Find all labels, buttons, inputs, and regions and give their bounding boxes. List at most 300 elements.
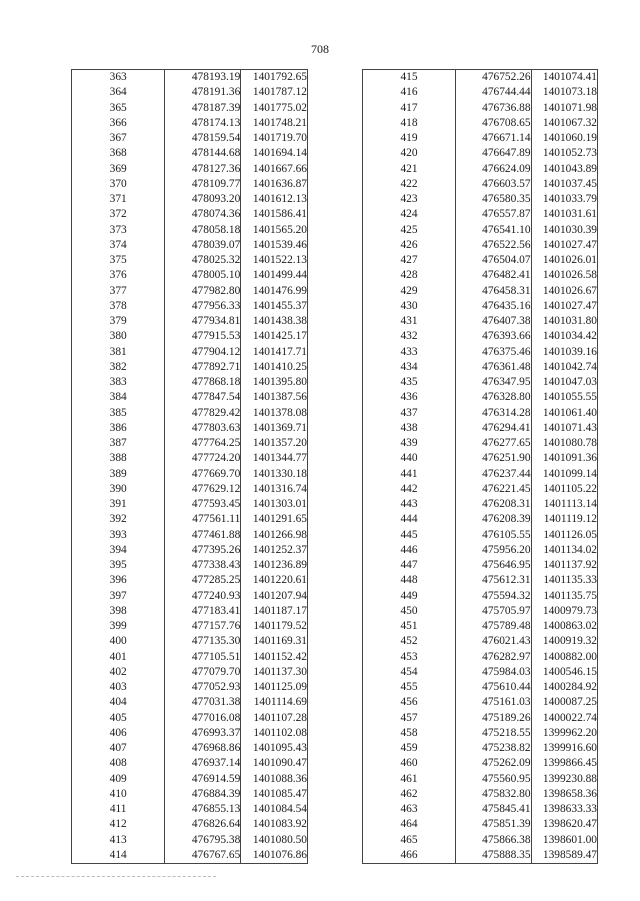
x-coordinate: 478025.32 <box>165 253 241 268</box>
x-coordinate: 475594.32 <box>455 589 531 604</box>
x-coordinate: 476237.44 <box>455 467 531 482</box>
point-number: 396 <box>72 573 165 588</box>
x-coordinate: 476251.90 <box>455 451 531 466</box>
point-number: 366 <box>72 116 165 131</box>
table-row <box>363 421 598 436</box>
x-coordinate: 477892.71 <box>165 360 241 375</box>
y-coordinate: 1401775.02 <box>241 101 308 116</box>
y-coordinate: 1401039.16 <box>531 345 597 360</box>
y-coordinate: 1401438.38 <box>241 314 308 329</box>
x-coordinate: 475789.48 <box>455 619 531 634</box>
table-row <box>363 817 598 832</box>
point-number: 394 <box>72 543 165 558</box>
point-number: 422 <box>363 177 456 192</box>
y-coordinate: 1398658.36 <box>531 787 597 802</box>
point-number: 456 <box>363 695 456 710</box>
point-number: 364 <box>72 85 165 100</box>
x-coordinate: 478039.07 <box>165 238 241 253</box>
point-number: 392 <box>72 512 165 527</box>
table-row <box>363 162 598 177</box>
point-number: 390 <box>72 482 165 497</box>
table-row <box>363 207 598 222</box>
x-coordinate: 476557.87 <box>455 207 531 222</box>
point-number: 370 <box>72 177 165 192</box>
y-coordinate: 1401031.80 <box>531 314 597 329</box>
table-row <box>363 756 598 771</box>
table-row <box>363 375 598 390</box>
point-number: 442 <box>363 482 456 497</box>
x-coordinate: 476282.97 <box>455 650 531 665</box>
x-coordinate: 478187.39 <box>165 101 241 116</box>
point-number: 381 <box>72 345 165 360</box>
x-coordinate: 475161.03 <box>455 695 531 710</box>
point-number: 388 <box>72 451 165 466</box>
point-number: 382 <box>72 360 165 375</box>
y-coordinate: 1401187.17 <box>241 604 308 619</box>
table-row <box>72 558 308 573</box>
table-row <box>72 436 308 451</box>
table-row <box>72 634 308 649</box>
table-row <box>363 436 598 451</box>
x-coordinate: 477157.76 <box>165 619 241 634</box>
y-coordinate: 1400022.74 <box>531 711 597 726</box>
x-coordinate: 475612.31 <box>455 573 531 588</box>
x-coordinate: 476624.09 <box>455 162 531 177</box>
x-coordinate: 475851.39 <box>455 817 531 832</box>
point-number: 412 <box>72 817 165 832</box>
y-coordinate: 1401102.08 <box>241 726 308 741</box>
y-coordinate: 1401099.14 <box>531 467 597 482</box>
table-row <box>363 711 598 726</box>
point-number: 376 <box>72 268 165 283</box>
y-coordinate: 1401291.65 <box>241 512 308 527</box>
table-row <box>72 70 308 86</box>
x-coordinate: 475705.97 <box>455 604 531 619</box>
table-row <box>363 604 598 619</box>
table-row <box>72 833 308 848</box>
point-number: 413 <box>72 833 165 848</box>
x-coordinate: 475956.20 <box>455 543 531 558</box>
x-coordinate: 477669.70 <box>165 467 241 482</box>
point-number: 419 <box>363 131 456 146</box>
table-row <box>363 528 598 543</box>
y-coordinate: 1401344.77 <box>241 451 308 466</box>
x-coordinate: 476504.07 <box>455 253 531 268</box>
y-coordinate: 1401522.13 <box>241 253 308 268</box>
x-coordinate: 476993.37 <box>165 726 241 741</box>
point-number: 384 <box>72 390 165 405</box>
x-coordinate: 478191.36 <box>165 85 241 100</box>
point-number: 402 <box>72 665 165 680</box>
table-row <box>72 268 308 283</box>
table-row <box>363 253 598 268</box>
x-coordinate: 475218.55 <box>455 726 531 741</box>
x-coordinate: 477183.41 <box>165 604 241 619</box>
point-number: 443 <box>363 497 456 512</box>
y-coordinate: 1401137.30 <box>241 665 308 680</box>
table-row <box>363 482 598 497</box>
table-row <box>72 253 308 268</box>
x-coordinate: 476914.59 <box>165 772 241 787</box>
x-coordinate: 477847.54 <box>165 390 241 405</box>
point-number: 411 <box>72 802 165 817</box>
y-coordinate: 1401455.37 <box>241 299 308 314</box>
y-coordinate: 1401026.01 <box>531 253 597 268</box>
y-coordinate: 1401787.12 <box>241 85 308 100</box>
point-number: 408 <box>72 756 165 771</box>
y-coordinate: 1401586.41 <box>241 207 308 222</box>
x-coordinate: 475984.03 <box>455 665 531 680</box>
table-row <box>72 772 308 787</box>
y-coordinate: 1401055.55 <box>531 390 597 405</box>
point-number: 451 <box>363 619 456 634</box>
table-row <box>72 116 308 131</box>
table-row <box>363 284 598 299</box>
point-number: 377 <box>72 284 165 299</box>
point-number: 446 <box>363 543 456 558</box>
point-number: 462 <box>363 787 456 802</box>
y-coordinate: 1398633.33 <box>531 802 597 817</box>
y-coordinate: 1399230.88 <box>531 772 597 787</box>
x-coordinate: 477105.51 <box>165 650 241 665</box>
x-coordinate: 477285.25 <box>165 573 241 588</box>
point-number: 454 <box>363 665 456 680</box>
table-row <box>72 482 308 497</box>
point-number: 426 <box>363 238 456 253</box>
table-row <box>72 284 308 299</box>
point-number: 404 <box>72 695 165 710</box>
table-row <box>363 360 598 375</box>
table-row <box>363 177 598 192</box>
y-coordinate: 1401076.86 <box>241 848 308 864</box>
x-coordinate: 477868.18 <box>165 375 241 390</box>
table-row <box>363 680 598 695</box>
x-coordinate: 475610.44 <box>455 680 531 695</box>
y-coordinate: 1401052.73 <box>531 146 597 161</box>
point-number: 450 <box>363 604 456 619</box>
table-row <box>363 833 598 848</box>
point-number: 466 <box>363 848 456 864</box>
x-coordinate: 476826.64 <box>165 817 241 832</box>
x-coordinate: 477593.45 <box>165 497 241 512</box>
table-row <box>363 70 598 86</box>
x-coordinate: 478193.19 <box>165 70 241 86</box>
y-coordinate: 1401073.18 <box>531 85 597 100</box>
table-row <box>72 85 308 100</box>
y-coordinate: 1401135.75 <box>531 589 597 604</box>
x-coordinate: 475832.80 <box>455 787 531 802</box>
table-row <box>363 451 598 466</box>
table-row <box>72 390 308 405</box>
x-coordinate: 477052.93 <box>165 680 241 695</box>
table-row <box>72 726 308 741</box>
x-coordinate: 477934.81 <box>165 314 241 329</box>
point-number: 461 <box>363 772 456 787</box>
point-number: 389 <box>72 467 165 482</box>
y-coordinate: 1401378.08 <box>241 406 308 421</box>
y-coordinate: 1400919.32 <box>531 634 597 649</box>
point-number: 383 <box>72 375 165 390</box>
point-number: 363 <box>72 70 165 86</box>
x-coordinate: 477240.93 <box>165 589 241 604</box>
x-coordinate: 476393.66 <box>455 329 531 344</box>
table-row <box>72 207 308 222</box>
x-coordinate: 477395.26 <box>165 543 241 558</box>
x-coordinate: 476522.56 <box>455 238 531 253</box>
x-coordinate: 476361.48 <box>455 360 531 375</box>
x-coordinate: 476968.86 <box>165 741 241 756</box>
point-number: 458 <box>363 726 456 741</box>
table-row <box>363 146 598 161</box>
x-coordinate: 476375.46 <box>455 345 531 360</box>
point-number: 373 <box>72 223 165 238</box>
x-coordinate: 477135.30 <box>165 634 241 649</box>
table-row <box>363 101 598 116</box>
y-coordinate: 1401719.70 <box>241 131 308 146</box>
y-coordinate: 1401417.71 <box>241 345 308 360</box>
point-number: 410 <box>72 787 165 802</box>
x-coordinate: 477016.08 <box>165 711 241 726</box>
point-number: 401 <box>72 650 165 665</box>
x-coordinate: 476937.14 <box>165 756 241 771</box>
point-number: 448 <box>363 573 456 588</box>
point-number: 398 <box>72 604 165 619</box>
table-row <box>72 406 308 421</box>
y-coordinate: 1401026.58 <box>531 268 597 283</box>
table-row <box>363 314 598 329</box>
table-row <box>72 131 308 146</box>
coordinates-table-left <box>71 69 308 864</box>
table-row <box>72 619 308 634</box>
y-coordinate: 1401071.43 <box>531 421 597 436</box>
y-coordinate: 1401031.61 <box>531 207 597 222</box>
y-coordinate: 1401095.43 <box>241 741 308 756</box>
y-coordinate: 1399962.20 <box>531 726 597 741</box>
footer-rule <box>16 876 216 877</box>
point-number: 433 <box>363 345 456 360</box>
x-coordinate: 476277.65 <box>455 436 531 451</box>
x-coordinate: 476855.13 <box>165 802 241 817</box>
y-coordinate: 1401395.80 <box>241 375 308 390</box>
x-coordinate: 477724.20 <box>165 451 241 466</box>
table-row <box>363 589 598 604</box>
x-coordinate: 477915.53 <box>165 329 241 344</box>
point-number: 409 <box>72 772 165 787</box>
point-number: 375 <box>72 253 165 268</box>
x-coordinate: 477982.80 <box>165 284 241 299</box>
y-coordinate: 1401083.92 <box>241 817 308 832</box>
x-coordinate: 475189.26 <box>455 711 531 726</box>
y-coordinate: 1401034.42 <box>531 329 597 344</box>
table-row <box>72 711 308 726</box>
x-coordinate: 477461.88 <box>165 528 241 543</box>
point-number: 449 <box>363 589 456 604</box>
table-row <box>72 787 308 802</box>
x-coordinate: 476884.39 <box>165 787 241 802</box>
table-row <box>363 390 598 405</box>
table-row <box>72 817 308 832</box>
table-row <box>363 634 598 649</box>
x-coordinate: 476208.31 <box>455 497 531 512</box>
y-coordinate: 1401137.92 <box>531 558 597 573</box>
point-number: 428 <box>363 268 456 283</box>
table-row <box>363 558 598 573</box>
y-coordinate: 1401119.12 <box>531 512 597 527</box>
point-number: 374 <box>72 238 165 253</box>
y-coordinate: 1401113.14 <box>531 497 597 512</box>
point-number: 453 <box>363 650 456 665</box>
y-coordinate: 1401330.18 <box>241 467 308 482</box>
x-coordinate: 476795.38 <box>165 833 241 848</box>
table-row <box>363 131 598 146</box>
point-number: 465 <box>363 833 456 848</box>
y-coordinate: 1399916.60 <box>531 741 597 756</box>
x-coordinate: 477764.25 <box>165 436 241 451</box>
table-row <box>363 467 598 482</box>
point-number: 463 <box>363 802 456 817</box>
table-row <box>363 345 598 360</box>
x-coordinate: 476407.38 <box>455 314 531 329</box>
x-coordinate: 478109.77 <box>165 177 241 192</box>
y-coordinate: 1401080.50 <box>241 833 308 848</box>
table-row <box>72 589 308 604</box>
point-number: 415 <box>363 70 456 86</box>
point-number: 457 <box>363 711 456 726</box>
point-number: 421 <box>363 162 456 177</box>
point-number: 417 <box>363 101 456 116</box>
point-number: 445 <box>363 528 456 543</box>
y-coordinate: 1401134.02 <box>531 543 597 558</box>
table-row <box>72 345 308 360</box>
y-coordinate: 1401410.25 <box>241 360 308 375</box>
table-row <box>72 650 308 665</box>
table-row <box>363 85 598 100</box>
table-row <box>72 543 308 558</box>
x-coordinate: 476603.57 <box>455 177 531 192</box>
x-coordinate: 475866.38 <box>455 833 531 848</box>
y-coordinate: 1401027.47 <box>531 299 597 314</box>
y-coordinate: 1401037.45 <box>531 177 597 192</box>
table-row <box>72 101 308 116</box>
y-coordinate: 1401071.98 <box>531 101 597 116</box>
x-coordinate: 475560.95 <box>455 772 531 787</box>
table-row <box>363 268 598 283</box>
y-coordinate: 1401135.33 <box>531 573 597 588</box>
point-number: 367 <box>72 131 165 146</box>
table-row <box>72 528 308 543</box>
y-coordinate: 1401107.28 <box>241 711 308 726</box>
x-coordinate: 476541.10 <box>455 223 531 238</box>
x-coordinate: 475646.95 <box>455 558 531 573</box>
table-row <box>72 573 308 588</box>
y-coordinate: 1401636.87 <box>241 177 308 192</box>
y-coordinate: 1401476.99 <box>241 284 308 299</box>
y-coordinate: 1401061.40 <box>531 406 597 421</box>
point-number: 429 <box>363 284 456 299</box>
y-coordinate: 1401026.67 <box>531 284 597 299</box>
table-row <box>72 512 308 527</box>
y-coordinate: 1401067.32 <box>531 116 597 131</box>
y-coordinate: 1401030.39 <box>531 223 597 238</box>
point-number: 447 <box>363 558 456 573</box>
table-row <box>72 421 308 436</box>
x-coordinate: 478174.13 <box>165 116 241 131</box>
point-number: 439 <box>363 436 456 451</box>
y-coordinate: 1401539.46 <box>241 238 308 253</box>
point-number: 436 <box>363 390 456 405</box>
point-number: 459 <box>363 741 456 756</box>
x-coordinate: 477561.11 <box>165 512 241 527</box>
y-coordinate: 1401748.21 <box>241 116 308 131</box>
y-coordinate: 1401090.47 <box>241 756 308 771</box>
y-coordinate: 1401667.66 <box>241 162 308 177</box>
x-coordinate: 476708.65 <box>455 116 531 131</box>
table-row <box>72 497 308 512</box>
point-number: 387 <box>72 436 165 451</box>
y-coordinate: 1401694.14 <box>241 146 308 161</box>
x-coordinate: 477904.12 <box>165 345 241 360</box>
y-coordinate: 1401126.05 <box>531 528 597 543</box>
y-coordinate: 1401074.41 <box>531 70 597 86</box>
table-row <box>72 299 308 314</box>
y-coordinate: 1400546.15 <box>531 665 597 680</box>
table-row <box>72 604 308 619</box>
table-row <box>363 192 598 207</box>
x-coordinate: 476671.14 <box>455 131 531 146</box>
x-coordinate: 476328.80 <box>455 390 531 405</box>
y-coordinate: 1398620.47 <box>531 817 597 832</box>
x-coordinate: 477956.33 <box>165 299 241 314</box>
point-number: 437 <box>363 406 456 421</box>
table-row <box>72 451 308 466</box>
table-row <box>363 802 598 817</box>
point-number: 386 <box>72 421 165 436</box>
y-coordinate: 1401179.52 <box>241 619 308 634</box>
y-coordinate: 1401033.79 <box>531 192 597 207</box>
x-coordinate: 476294.41 <box>455 421 531 436</box>
point-number: 427 <box>363 253 456 268</box>
table-row <box>72 802 308 817</box>
point-number: 400 <box>72 634 165 649</box>
point-number: 455 <box>363 680 456 695</box>
table-row <box>72 741 308 756</box>
point-number: 405 <box>72 711 165 726</box>
table-row <box>363 619 598 634</box>
y-coordinate: 1401316.74 <box>241 482 308 497</box>
y-coordinate: 1401060.19 <box>531 131 597 146</box>
table-row <box>363 787 598 802</box>
table-row <box>72 223 308 238</box>
y-coordinate: 1400863.02 <box>531 619 597 634</box>
point-number: 403 <box>72 680 165 695</box>
y-coordinate: 1401425.17 <box>241 329 308 344</box>
point-number: 424 <box>363 207 456 222</box>
point-number: 365 <box>72 101 165 116</box>
x-coordinate: 476314.28 <box>455 406 531 421</box>
table-row <box>363 238 598 253</box>
point-number: 441 <box>363 467 456 482</box>
y-coordinate: 1401152.42 <box>241 650 308 665</box>
y-coordinate: 1401565.20 <box>241 223 308 238</box>
table-row <box>363 299 598 314</box>
x-coordinate: 476767.65 <box>165 848 241 864</box>
x-coordinate: 476435.16 <box>455 299 531 314</box>
x-coordinate: 476105.55 <box>455 528 531 543</box>
table-row <box>72 375 308 390</box>
y-coordinate: 1401169.31 <box>241 634 308 649</box>
point-number: 395 <box>72 558 165 573</box>
x-coordinate: 477803.63 <box>165 421 241 436</box>
